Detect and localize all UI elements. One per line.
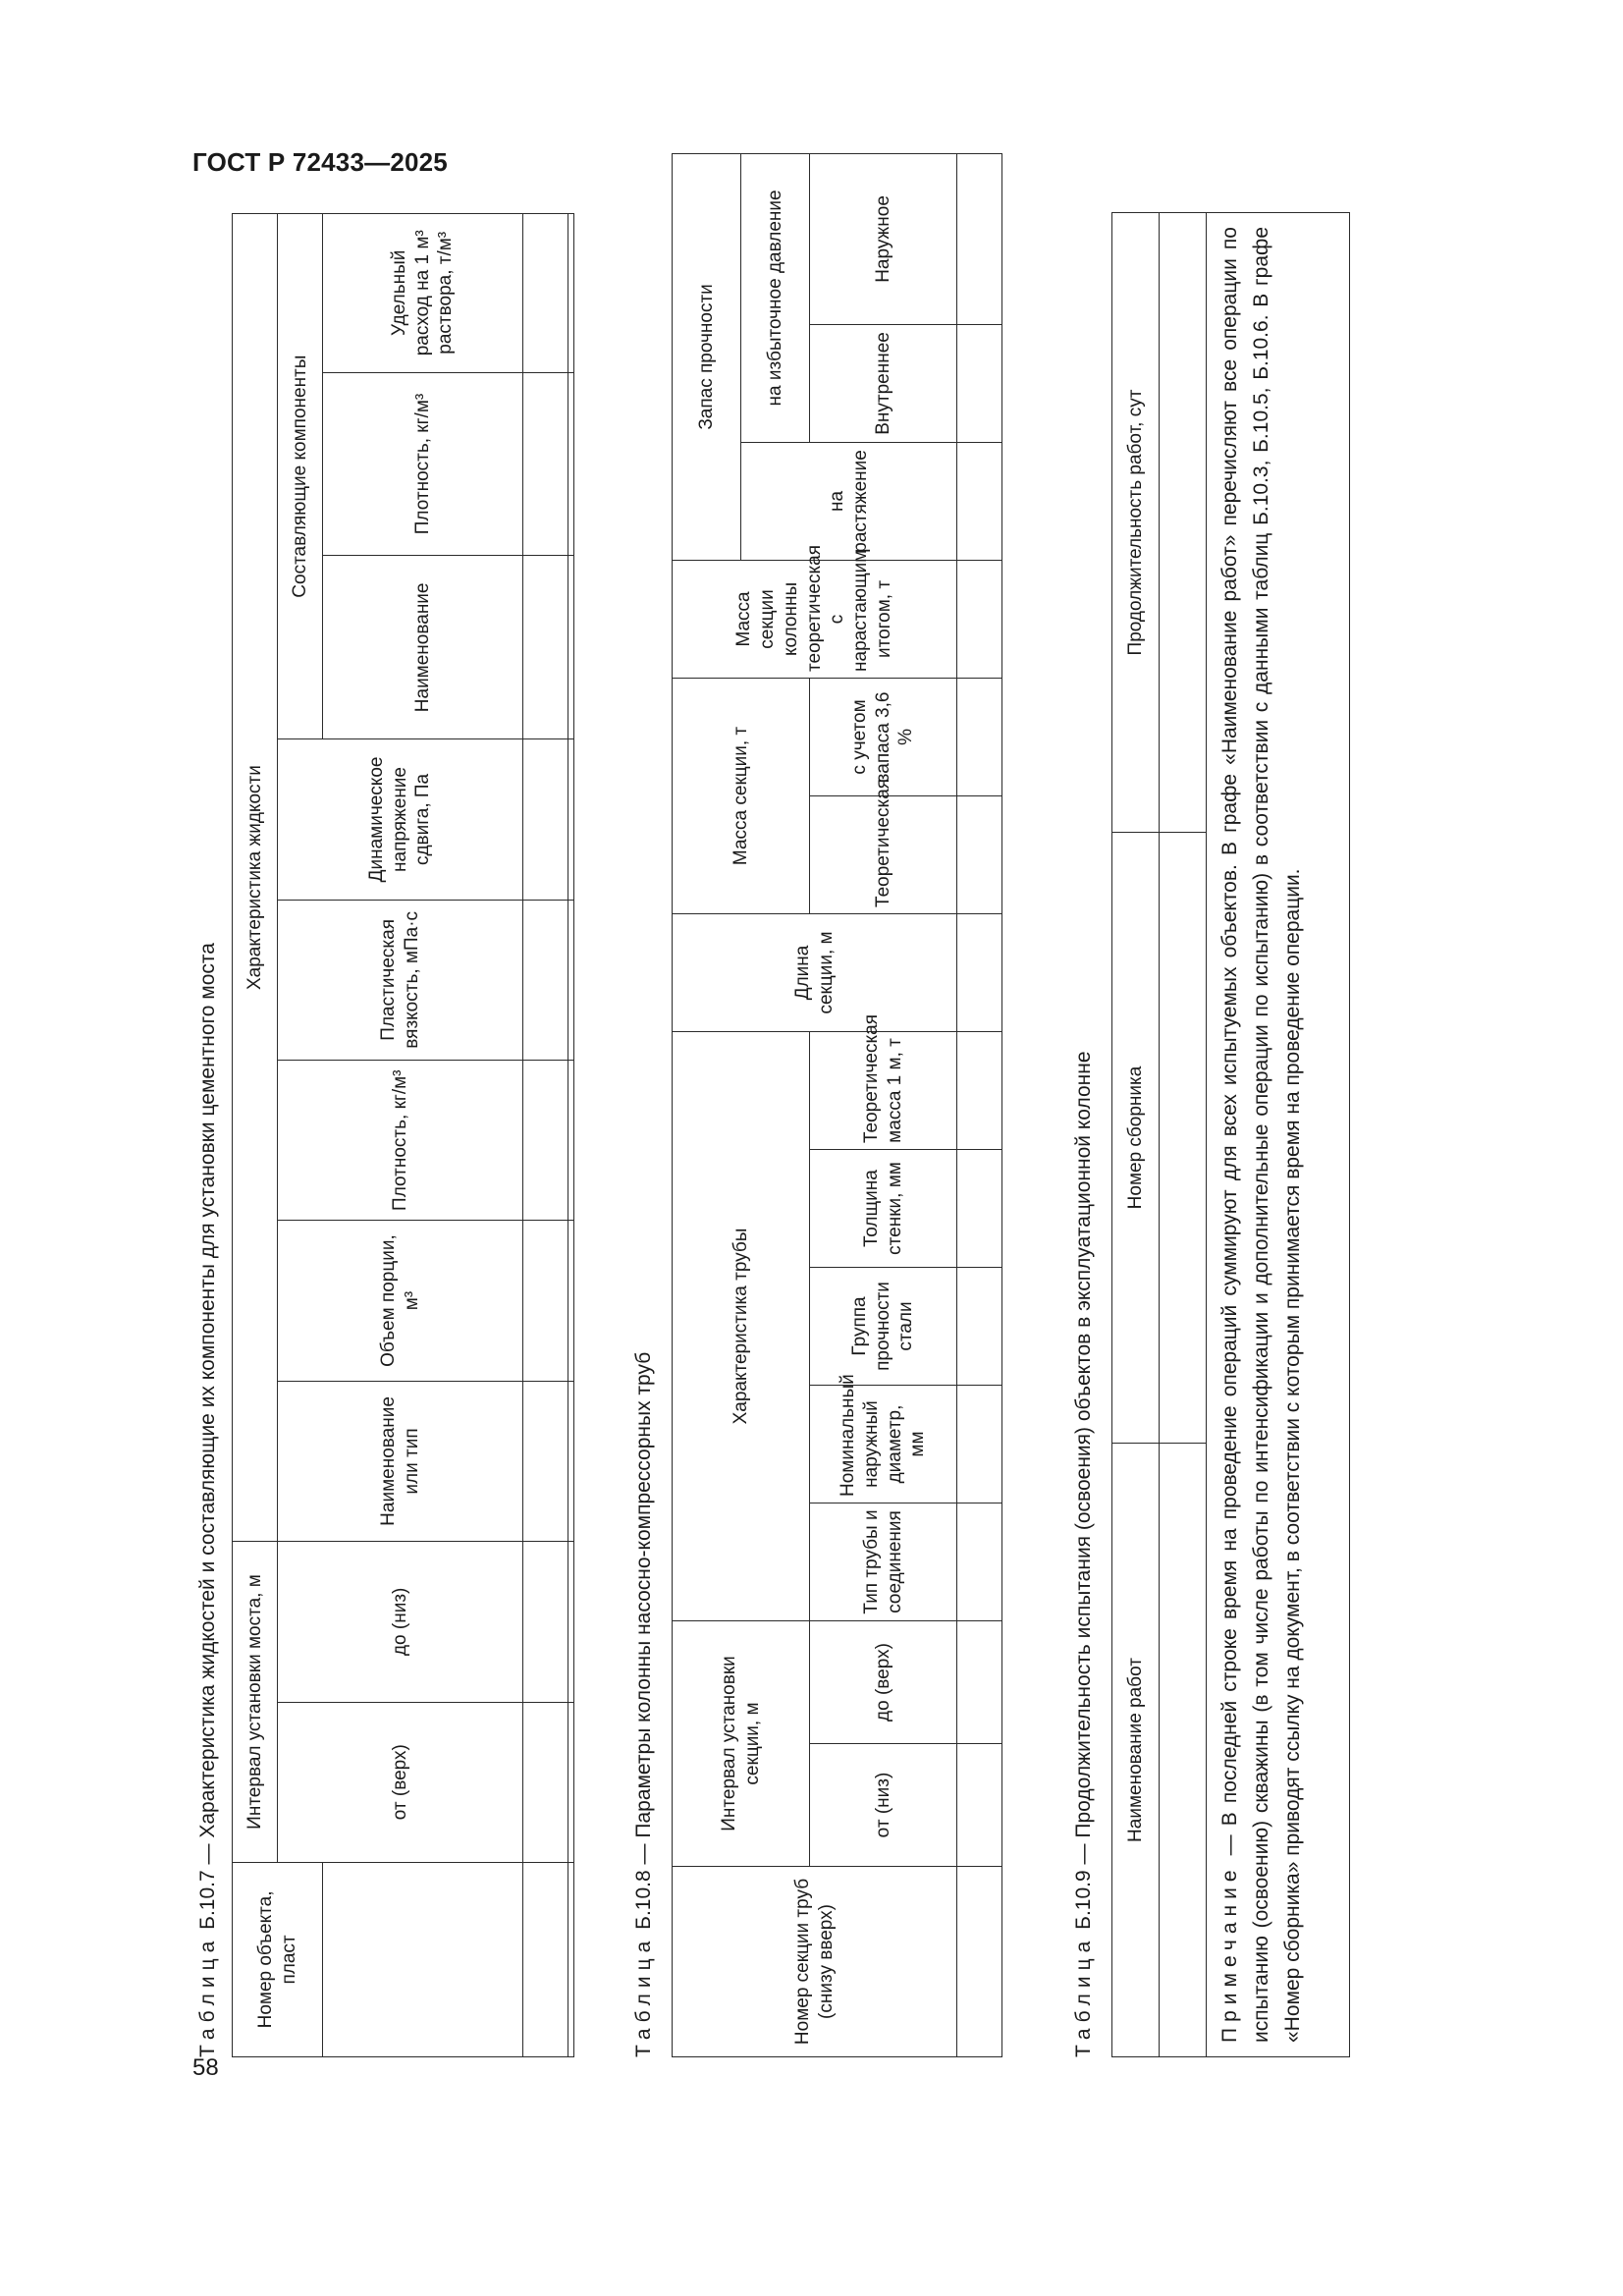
table-107-cell	[523, 1381, 568, 1541]
table-number: Б.10.7	[196, 1870, 219, 1930]
table-108-cell	[957, 1150, 1002, 1268]
table-word: Таблица	[196, 1935, 219, 2057]
table-108	[672, 153, 1002, 2057]
table-108-header-theoretical: Теоретическая	[810, 795, 957, 913]
table-107-row	[568, 214, 574, 2057]
table-107-header-comp-rate: Удельный расход на 1 м³ раствора, т/м³	[323, 214, 523, 373]
table-108-cell	[957, 795, 1002, 913]
table-109-note	[1207, 213, 1350, 2057]
table-109-cell	[1160, 833, 1207, 1444]
table-108-cell	[957, 1503, 1002, 1621]
table-108-header-external: Наружное	[810, 153, 957, 324]
table-108-header-interval: Интервал установки секции, м	[673, 1621, 810, 1867]
table-title: — Характеристика жидкостей и составляющие их компоненты для установки цементного моста	[196, 943, 219, 1865]
table-108-header-to: до (верх)	[810, 1621, 957, 1744]
table-107-row	[523, 214, 568, 2057]
table-107-cell	[568, 1221, 574, 1381]
table-108-header-section: Номер секции труб (снизу вверх)	[673, 1867, 957, 2057]
table-107-header-object: Номер объекта, пласт	[233, 1862, 323, 2056]
table-107-header-density: Плотность, кг/м³	[278, 1061, 523, 1221]
table-109	[1111, 212, 1350, 2057]
table-107-cell	[523, 1221, 568, 1381]
table-107-cell	[523, 739, 568, 900]
table-word: Таблица	[1072, 1935, 1095, 2057]
table-108-cell	[957, 560, 1002, 678]
table-107-cell	[523, 900, 568, 1060]
table-108-cell	[957, 913, 1002, 1031]
table-107-header-volume: Объем порции, м³	[278, 1221, 523, 1381]
table-107-cell	[568, 1702, 574, 1862]
table-107-cell	[568, 1381, 574, 1541]
table-107-header-components: Составляющие компоненты	[278, 214, 323, 739]
table-107-header-from: от (верх)	[278, 1702, 523, 1862]
table-107-cell	[523, 214, 568, 373]
table-109-header-collection: Номер сборника	[1112, 833, 1160, 1444]
table-108-header-cumulative: Масса секции колонны теоретическая с нарастающим итогом, т	[673, 560, 957, 678]
table-107-header-to: до (низ)	[278, 1542, 523, 1702]
note-label: Примечание	[1218, 1864, 1241, 2043]
table-107-cell	[568, 739, 574, 900]
table-107-header-comp-density: Плотность, кг/м³	[323, 372, 523, 556]
table-108-header-from: от (низ)	[810, 1744, 957, 1867]
table-107-cell	[523, 372, 568, 556]
table-108-cell	[957, 1268, 1002, 1386]
table-108-cell	[957, 324, 1002, 442]
table-107-cell	[568, 214, 574, 373]
table-108-header-internal: Внутреннее	[810, 324, 957, 442]
table-108-cell	[957, 1744, 1002, 1867]
table-108-cell	[957, 1386, 1002, 1503]
table-107-cell	[523, 1702, 568, 1862]
table-108-header-mass1m: Теоретическая масса 1 м, т	[810, 1031, 957, 1149]
table-107-header-interval: Интервал установки моста, м	[233, 1542, 278, 1863]
table-107-cell	[568, 1542, 574, 1702]
table-number: Б.10.8	[632, 1870, 655, 1930]
table-109-header-work: Наименование работ	[1112, 1444, 1160, 2057]
table-108-header-grade: Группа прочности стали	[810, 1268, 957, 1386]
table-107-cell	[523, 1061, 568, 1221]
table-108-header-length: Длина секции, м	[673, 913, 957, 1031]
table-108-cell	[957, 442, 1002, 560]
table-107-cell	[523, 1862, 568, 2056]
table-108-header-safety: Запас прочности	[673, 153, 741, 560]
table-word: Таблица	[632, 1935, 655, 2057]
table-107-header-fluid: Характеристика жидкости	[233, 214, 278, 1542]
table-108-cell	[957, 1621, 1002, 1744]
table-108-header-wall: Толщина стенки, мм	[810, 1150, 957, 1268]
table-108-row	[957, 153, 1002, 2056]
table-108-cell	[957, 1867, 1002, 2057]
table-107	[232, 213, 574, 2057]
table-108-header-overpressure: на избыточное давление	[741, 153, 810, 442]
table-108-caption	[632, 1352, 656, 2057]
table-108-header-reserve: с учетом запаса 3,6 %	[810, 678, 957, 795]
table-108-header-tension: на растяжение	[741, 442, 957, 560]
table-108-header-diameter: Номинальный наружный диаметр, мм	[810, 1386, 957, 1503]
table-109-caption	[1072, 1051, 1096, 2057]
table-109-header-duration: Продолжительность работ, сут	[1112, 213, 1160, 833]
table-107-cell	[523, 1542, 568, 1702]
document-code: ГОСТ Р 72433—2025	[192, 147, 448, 177]
table-107-header-comp-name: Наименование	[323, 556, 523, 739]
table-107-header-shear: Динамическое напряжение сдвига, Па	[278, 739, 523, 900]
table-107-header-name: Наименование или тип	[278, 1381, 523, 1541]
table-108-cell	[957, 678, 1002, 795]
table-108-header-type: Тип трубы и соединения	[810, 1503, 957, 1621]
table-107-cell	[568, 900, 574, 1060]
table-109-cell	[1160, 213, 1207, 833]
table-109-cell	[1160, 1444, 1207, 2057]
table-107-cell	[568, 556, 574, 739]
table-107-cell	[568, 1061, 574, 1221]
table-107-cell	[568, 1862, 574, 2056]
page-number: 58	[192, 2054, 219, 2081]
table-107-header-object-cont	[323, 1862, 523, 2056]
table-title: — Параметры колонны насосно-компрессорных труб	[632, 1351, 655, 1865]
table-107-cell	[523, 556, 568, 739]
table-107-header-viscosity: Пластическая вязкость, мПа·с	[278, 900, 523, 1060]
note-text: — В последней строке время на проведение операций суммируют для всех испытуемых объектов. В графе «Наименование работ» перечисляют все операции по испытанию (освоению) скважины (в том числе работы по интенсификации и дополнительные операции по испытанию) в соответствии с данными таблиц Б.10.3, Б.10.5, Б.10.6. В графе «Номер сборника» приводят ссылку на документ, в соответствии с которым принимается время на проведение операции.	[1218, 227, 1304, 2043]
rotated-tables-area	[192, 190, 1371, 2057]
table-number: Б.10.9	[1072, 1870, 1095, 1930]
table-108-header-pipe: Характеристика трубы	[673, 1031, 810, 1620]
table-107-caption	[196, 943, 220, 2057]
table-109-row	[1160, 213, 1207, 2057]
table-108-cell	[957, 1031, 1002, 1149]
table-title: — Продолжительность испытания (освоения) объектов в эксплуатационной колонне	[1072, 1051, 1095, 1865]
table-107-cell	[568, 372, 574, 556]
table-108-cell	[957, 153, 1002, 324]
table-108-header-mass: Масса секции, т	[673, 678, 810, 913]
